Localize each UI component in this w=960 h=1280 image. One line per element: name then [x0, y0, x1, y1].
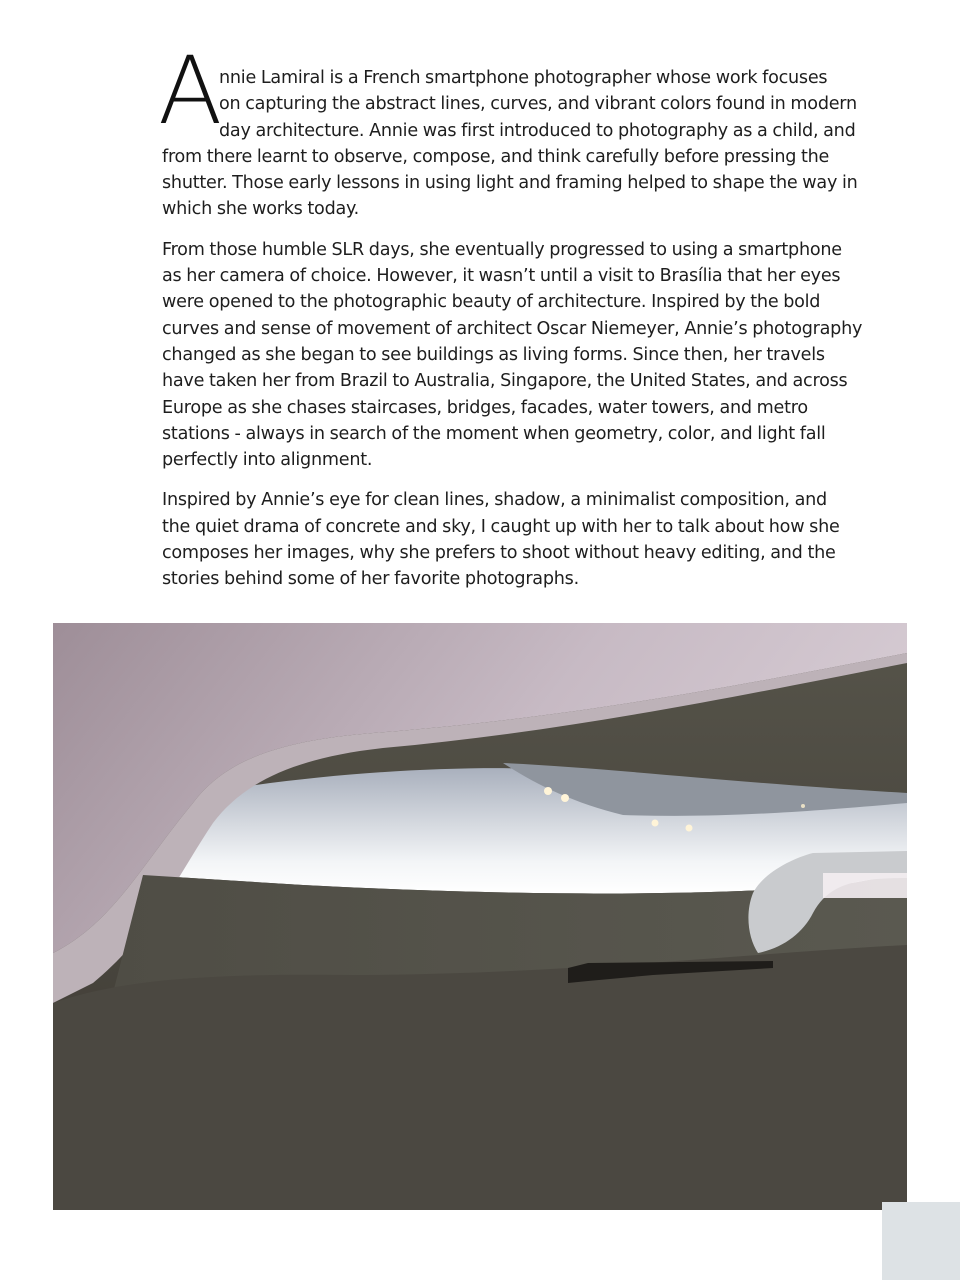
architecture-photo-illustration [53, 623, 907, 1210]
text-line: on capturing the abstract lines, curves, and vibrant colors found in modern [219, 94, 857, 115]
architecture-photo [53, 623, 907, 1210]
text-line: composes her images, why she prefers to shoot without heavy editing, and the [162, 543, 836, 564]
text-line: changed as she began to see buildings as living forms. Since then, her travels [162, 344, 825, 365]
text-line: Inspired by Annie’s eye for clean lines, shadow, a minimalist composition, and [162, 490, 827, 511]
text-line: stations - always in search of the moment when geometry, color, and light fall [162, 423, 826, 444]
paragraph-brasilia [162, 237, 908, 474]
drop-cap: A [158, 37, 223, 146]
text-line: shutter. Those early lessons in using light and framing helped to shape the way in [162, 173, 858, 194]
text-line: From those humble SLR days, she eventually progressed to using a smartphone [162, 239, 842, 260]
text-line: Europe as she chases staircases, bridges, facades, water towers, and metro [162, 397, 808, 418]
text-line: stories behind some of her favorite photographs. [162, 569, 579, 590]
text-line: which she works today. [162, 199, 360, 220]
text-line: curves and sense of movement of architect Oscar Niemeyer, Annie’s photography [162, 318, 863, 339]
text-line: from there learnt to observe, compose, and think carefully before pressing the [162, 146, 830, 167]
text-line: the quiet drama of concrete and sky, I caught up with her to talk about how she [162, 516, 840, 537]
text-line: day architecture. Annie was first introduced to photography as a child, and [219, 120, 856, 141]
paragraph-interview [162, 487, 908, 592]
text-line: nnie Lamiral is a French smartphone photographer whose work focuses [219, 68, 828, 88]
text-line: as her camera of choice. However, it wasn’t until a visit to Brasília that her eyes [162, 266, 841, 287]
intro-paragraph [158, 37, 908, 223]
text-line: were opened to the photographic beauty of architecture. Inspired by the bold [162, 292, 821, 313]
text-line: perfectly into alignment. [162, 450, 373, 471]
text-line: have taken her from Brazil to Australia, Singapore, the United States, and across [162, 371, 848, 392]
article-body [158, 37, 908, 607]
page-corner-block [882, 1202, 960, 1280]
